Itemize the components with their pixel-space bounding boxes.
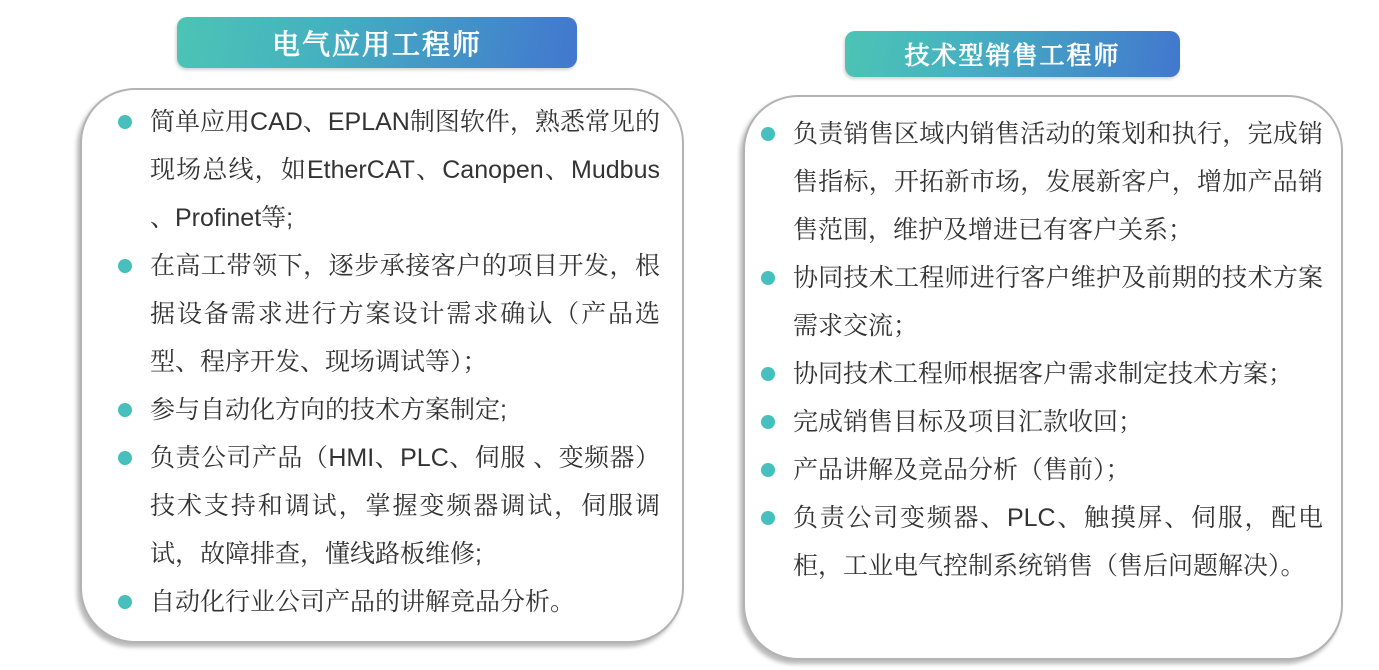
bullet-dot-icon xyxy=(118,595,132,609)
list-item xyxy=(118,386,660,434)
list-item xyxy=(761,350,1323,398)
bullet-text: 自动化行业公司产品的讲解竞品分析。 xyxy=(150,588,576,616)
card-sales-engineer xyxy=(743,95,1343,660)
list-item xyxy=(118,242,660,386)
bullet-text: 产品讲解及竞品分析（售前）； xyxy=(793,456,1131,484)
list-item xyxy=(761,254,1323,350)
bullet-text: 参与自动化方向的技术方案制定; xyxy=(150,396,507,424)
bullet-text: 负责公司变频器、PLC、触摸屏、伺服，配电柜，工业电气控制系统销售（售后问题解决）。 xyxy=(793,504,1323,580)
bullet-list-electrical xyxy=(118,98,660,626)
bullet-text: 负责销售区域内销售活动的策划和执行，完成销售指标，开拓新市场，发展新客户，增加产品销售范围，维护及增进已有客户关系； xyxy=(793,120,1323,244)
bullet-text: 完成销售目标及项目汇款收回； xyxy=(793,408,1144,436)
list-item xyxy=(118,434,660,578)
bullet-text: 在高工带领下，逐步承接客户的项目开发，根据设备需求进行方案设计需求确认（产品选型、程序开发、现场调试等）； xyxy=(150,252,660,376)
bullet-list-sales xyxy=(761,110,1323,590)
bullet-dot-icon xyxy=(761,511,775,525)
bullet-dot-icon xyxy=(761,415,775,429)
bullet-dot-icon xyxy=(761,367,775,381)
bullet-dot-icon xyxy=(118,403,132,417)
card-electrical-engineer xyxy=(80,88,684,643)
bullet-text: 简单应用CAD、EPLAN制图软件，熟悉常见的现场总线，如EtherCAT、Canopen、Mudbus 、Profinet等; xyxy=(150,108,660,232)
card-title-sales: 技术型销售工程师 xyxy=(904,42,1121,70)
card-title-electrical: 电气应用工程师 xyxy=(271,28,482,60)
bullet-dot-icon xyxy=(118,259,132,273)
list-item xyxy=(761,110,1323,254)
bullet-dot-icon xyxy=(118,451,132,465)
bullet-text: 负责公司产品（HMI、PLC、伺服 、变频器）技术支持和调试，掌握变频器调试，伺服调试，故障排查，懂线路板维修; xyxy=(150,444,660,568)
list-item xyxy=(761,446,1323,494)
list-item xyxy=(761,398,1323,446)
bullet-dot-icon xyxy=(761,271,775,285)
bullet-dot-icon xyxy=(118,115,132,129)
list-item xyxy=(761,494,1323,590)
banner-sales-engineer xyxy=(845,31,1180,77)
list-item xyxy=(118,98,660,242)
bullet-dot-icon xyxy=(761,463,775,477)
list-item xyxy=(118,578,660,626)
bullet-text: 协同技术工程师进行客户维护及前期的技术方案需求交流； xyxy=(793,264,1323,340)
bullet-text: 协同技术工程师根据客户需求制定技术方案； xyxy=(793,360,1294,388)
banner-electrical-engineer xyxy=(177,17,577,68)
bullet-dot-icon xyxy=(761,127,775,141)
